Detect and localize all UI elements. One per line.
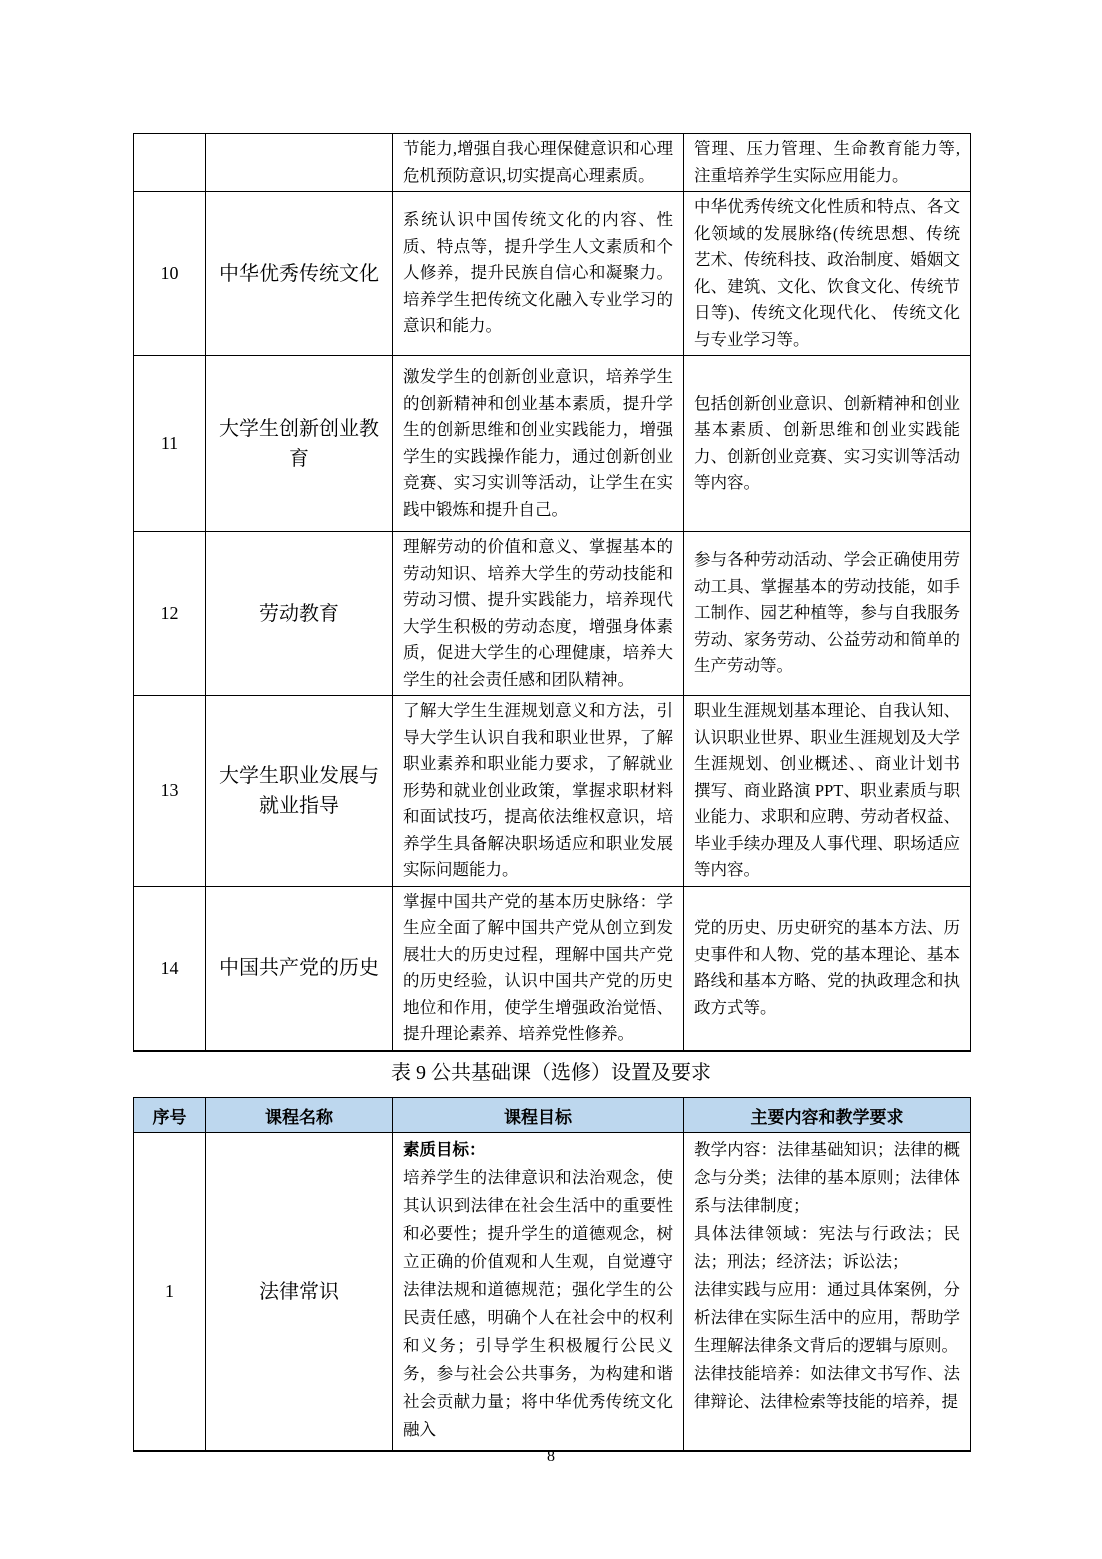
cell-course-content: 参与各种劳动活动、学会正确使用劳动工具、掌握基本的劳动技能，如手工制作、园艺种植等，参与自我服务劳动、家务劳动、公益劳动和简单的生产劳动等。 <box>684 532 971 696</box>
cell-course-content: 党的历史、历史研究的基本方法、历史事件和人物、党的基本理论、基本路线和基本方略、党的执政理念和执政方式等。 <box>684 886 971 1051</box>
cell-serial: 11 <box>134 356 206 532</box>
cell-course-name <box>206 134 393 192</box>
cell-course-name: 大学生创新创业教育 <box>206 356 393 532</box>
cell-course-goal: 节能力,增强自我心理保健意识和心理危机预防意识,切实提高心理素质。 <box>393 134 684 192</box>
elective-course-table <box>133 1097 971 1452</box>
course-table-continued <box>133 133 971 1052</box>
cell-course-goal: 掌握中国共产党的基本历史脉络：学生应全面了解中国共产党从创立到发展壮大的历史过程，理解中国共产党的历史经验，认识中国共产党的历史地位和作用，使学生增强政治觉悟、提升理论素养、培养党性修养。 <box>393 886 684 1051</box>
cell-course-name: 中华优秀传统文化 <box>206 192 393 356</box>
table-row-13 <box>134 696 971 887</box>
header-serial: 序号 <box>134 1098 206 1133</box>
cell-serial: 10 <box>134 192 206 356</box>
table9-row-1 <box>134 1133 971 1452</box>
cell-course-content: 职业生涯规划基本理论、自我认知、认识职业世界、职业生涯规划及大学生涯规划、创业概述、、商业计划书撰写、商业路演 PPT、职业素质与职业能力、求职和应聘、劳动者权益、毕业手续办理及人事代理、职场适应等内容。 <box>684 696 971 887</box>
cell-course-name: 法律常识 <box>206 1133 393 1452</box>
header-main-content: 主要内容和教学要求 <box>684 1098 971 1133</box>
cell-course-content: 中华优秀传统文化性质和特点、各文化领域的发展脉络(传统思想、传统艺术、传统科技、政治制度、婚姻文化、建筑、文化、饮食文化、传统节日等)、传统文化现代化、 传统文化与专业学习等。 <box>684 192 971 356</box>
cell-serial: 14 <box>134 886 206 1051</box>
cell-course-name: 大学生职业发展与就业指导 <box>206 696 393 887</box>
content-paragraph: 法律实践与应用：通过具体案例，分析法律在实际生活中的应用，帮助学生理解法律条文背后的逻辑与原则。 <box>694 1280 960 1355</box>
table-row-14 <box>134 886 971 1051</box>
table-row-12 <box>134 532 971 696</box>
cell-course-content <box>684 1133 971 1452</box>
table-row-10 <box>134 192 971 356</box>
page-number: 8 <box>547 1448 555 1465</box>
goal-body: 培养学生的法律意识和法治观念，使其认识到法律在社会生活中的重要性和必要性；提升学生的道德观念，树立正确的价值观和人生观，自觉遵守法律法规和道德规范；强化学生的公民责任感，明确个人在社会中的权利和义务；引导学生积极履行公民义务，参与社会公共事务，为构建和谐社会贡献力量；将中华优秀传统文化融入 <box>403 1168 673 1439</box>
table9-header-row <box>134 1098 971 1133</box>
table-row-partial <box>134 134 971 192</box>
goal-heading: 素质目标： <box>403 1141 486 1159</box>
header-course-name: 课程名称 <box>206 1098 393 1133</box>
cell-course-goal: 系统认识中国传统文化的内容、性质、特点等，提升学生人文素质和个人修养，提升民族自信心和凝聚力。培养学生把传统文化融入专业学习的意识和能力。 <box>393 192 684 356</box>
cell-course-name: 劳动教育 <box>206 532 393 696</box>
cell-course-content: 管理、压力管理、生命教育能力等,注重培养学生实际应用能力。 <box>684 134 971 192</box>
table-row-11 <box>134 356 971 532</box>
content-paragraph: 教学内容：法律基础知识；法律的概念与分类；法律的基本原则；法律体系与法律制度； <box>694 1140 960 1215</box>
cell-course-goal: 了解大学生生涯规划意义和方法，引导大学生认识自我和职业世界，了解职业素养和职业能力要求，了解就业形势和就业创业政策，掌握求职材料和面试技巧，提高依法维权意识，培养学生具备解决职场适应和职业发展实际问题能力。 <box>393 696 684 887</box>
cell-course-goal: 理解劳动的价值和意义、掌握基本的劳动知识、培养大学生的劳动技能和劳动习惯、提升实践能力，培养现代大学生积极的劳动态度，增强身体素质，促进大学生的心理健康，培养大学生的社会责任感和团队精神。 <box>393 532 684 696</box>
cell-course-name: 中国共产党的历史 <box>206 886 393 1051</box>
cell-course-goal <box>393 1133 684 1452</box>
header-course-goal: 课程目标 <box>393 1098 684 1133</box>
cell-serial <box>134 134 206 192</box>
cell-course-content: 包括创新创业意识、创新精神和创业基本素质、创新思维和创业实践能力、创新创业竞赛、实习实训等活动等内容。 <box>684 356 971 532</box>
table9-caption: 表 9 公共基础课（选修）设置及要求 <box>391 1062 711 1084</box>
content-paragraph: 法律技能培养：如法律文书写作、法律辩论、法律检索等技能的培养，提 <box>694 1364 960 1411</box>
content-paragraph: 具体法律领域：宪法与行政法；民法；刑法；经济法；诉讼法； <box>694 1224 960 1271</box>
cell-serial: 1 <box>134 1133 206 1452</box>
cell-serial: 12 <box>134 532 206 696</box>
cell-serial: 13 <box>134 696 206 887</box>
cell-course-goal: 激发学生的创新创业意识，培养学生的创新精神和创业基本素质，提升学生的创新思维和创业实践能力，增强学生的实践操作能力，通过创新创业竞赛、实习实训等活动，让学生在实践中锻炼和提升自己。 <box>393 356 684 532</box>
